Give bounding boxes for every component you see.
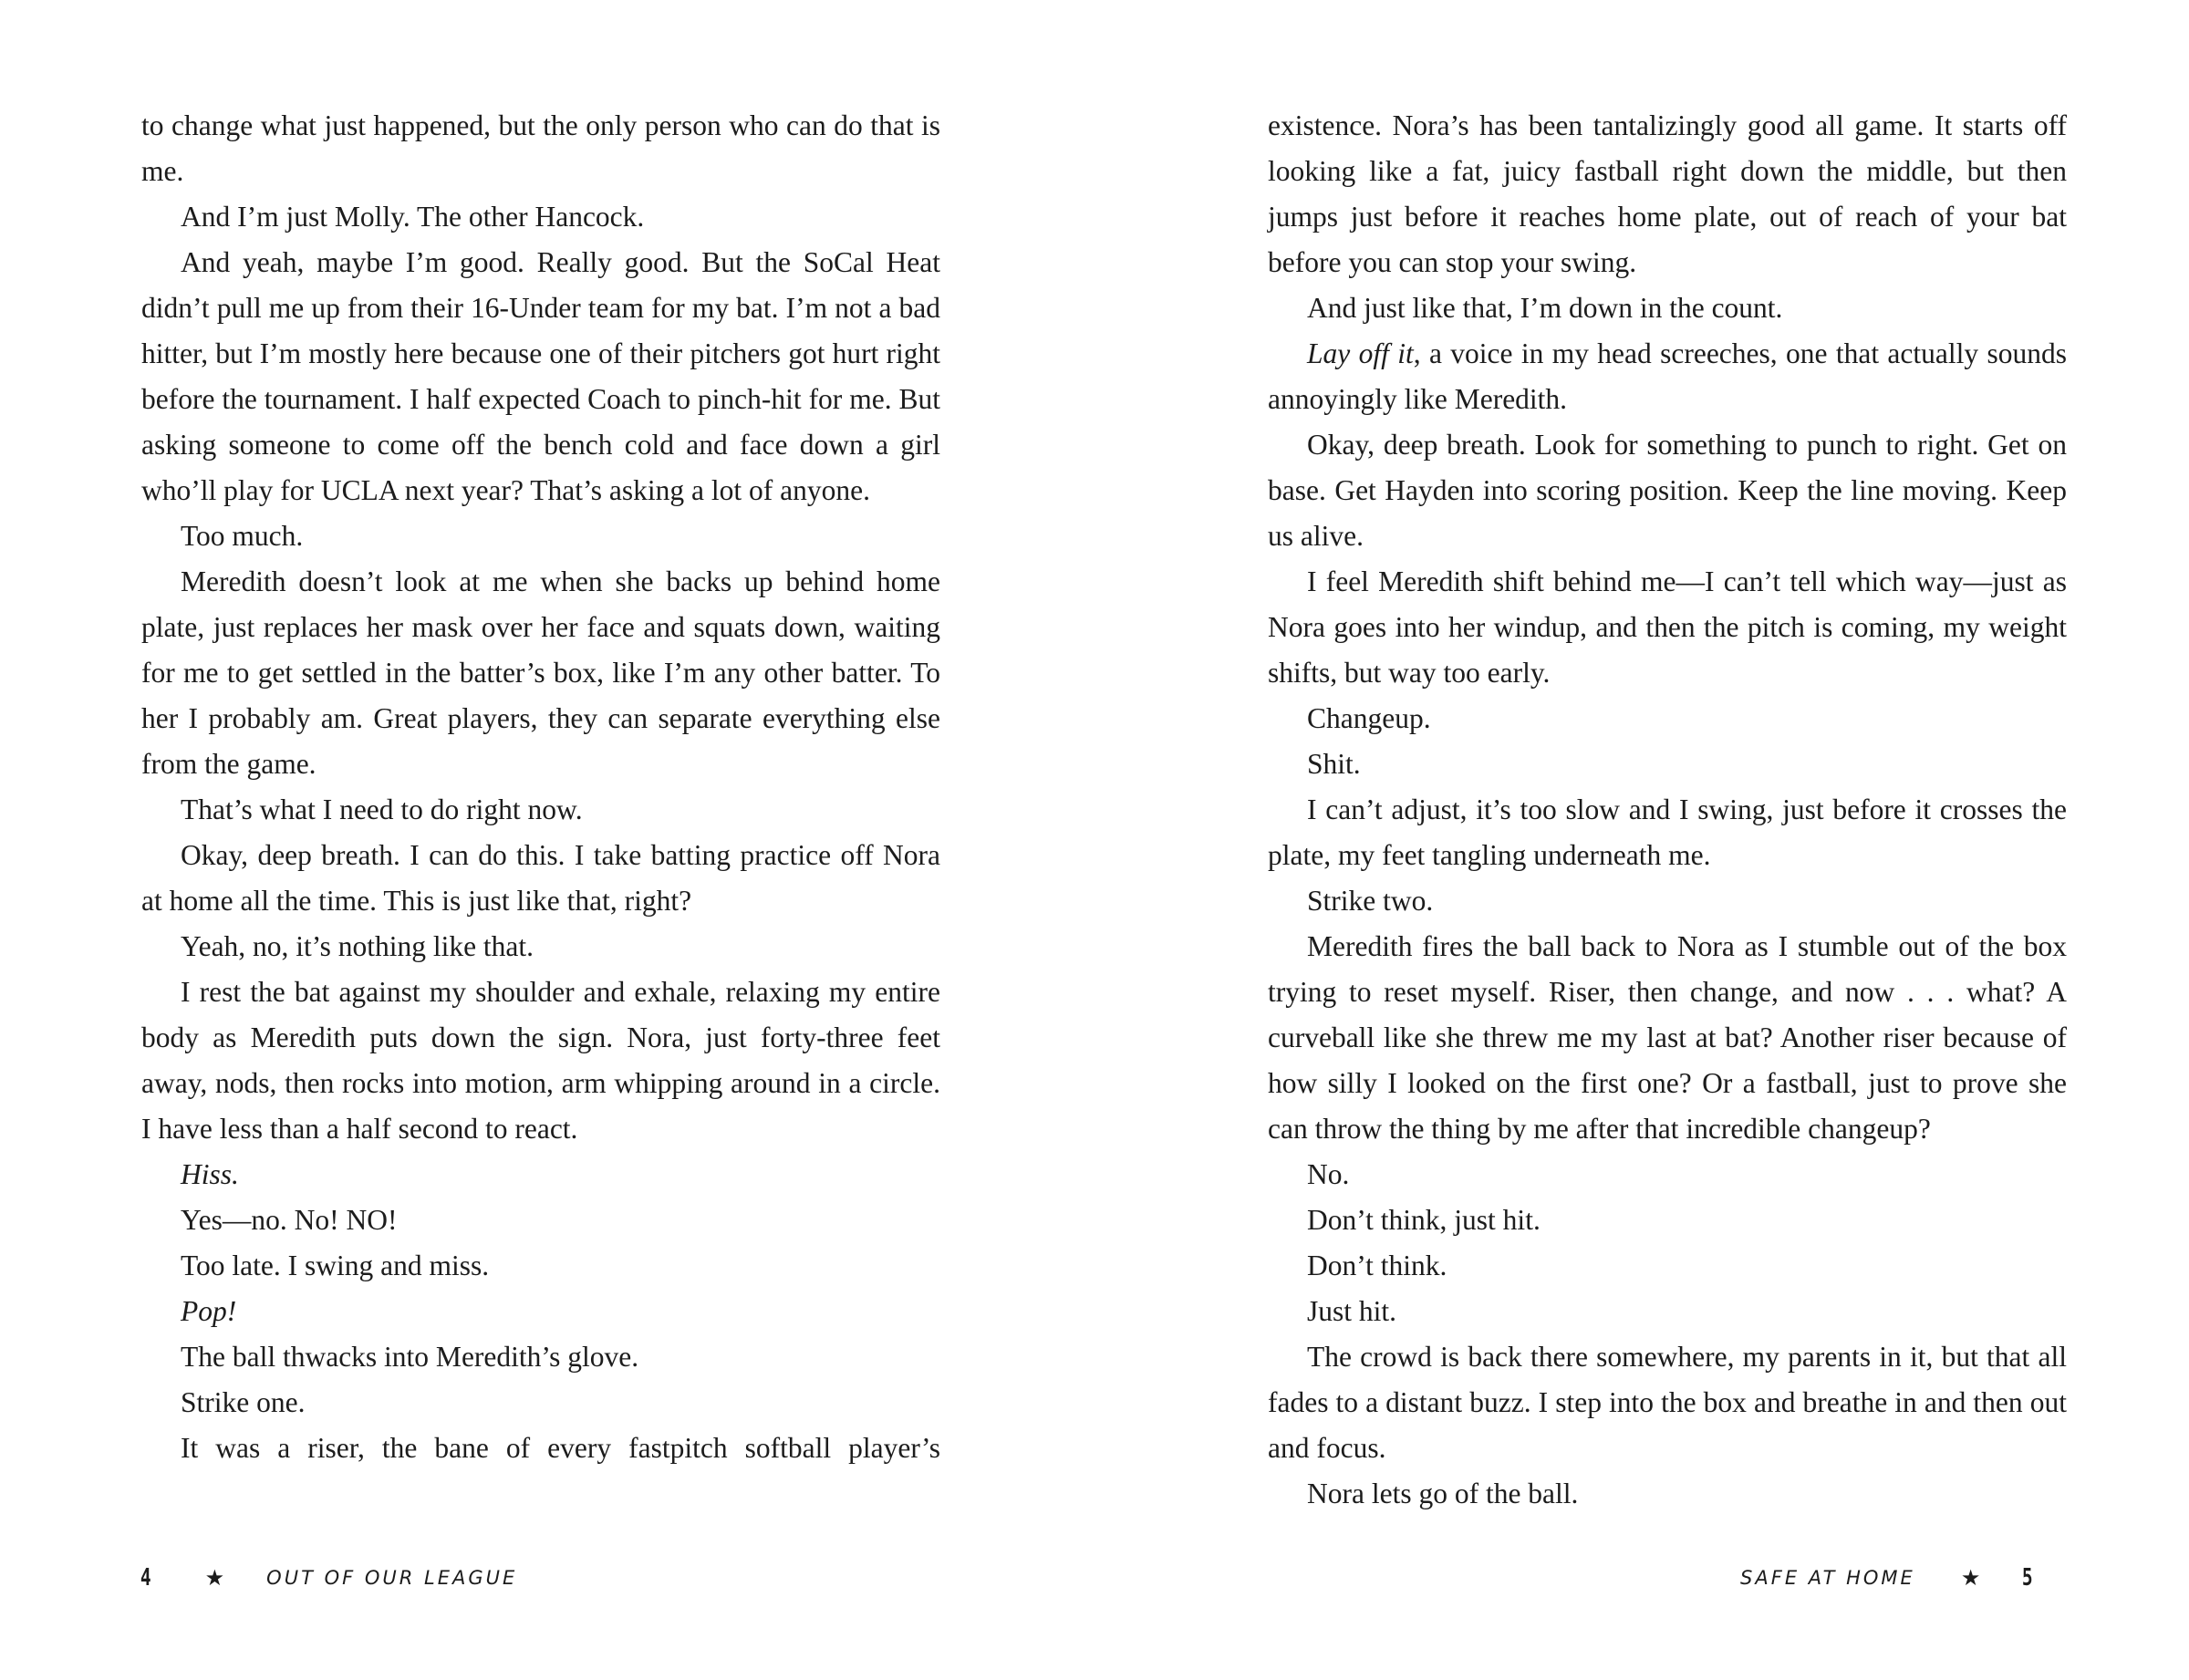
- paragraph: That’s what I need to do right now.: [181, 793, 583, 825]
- right-page: [1094, 0, 2189, 1680]
- paragraph: And yeah, maybe I’m good. Really good. But the SoCal Heat didn’t pull me up from their 16-Under team for my bat. I’m not a bad hitter, but I’m mostly here because one of their pitchers got hurt right before the tournament. I half expected Coach to pinch-hit for me. But asking someone to come off the bench cold and face down a girl who’ll play for UCLA next year? That’s asking a lot of anyone.: [141, 246, 940, 506]
- paragraph: The crowd is back there somewhere, my parents in it, but that all fades to a distant buzz. I step into the box and breathe in and then out and focus.: [1268, 1341, 2067, 1464]
- paragraph: [1268, 331, 2067, 422]
- paragraph: Meredith fires the ball back to Nora as I stumble out of the box trying to reset myself. Riser, then change, and now . . . what? A curveball like she threw me my last at bat? Another riser because of how silly I looked on the first one? Or a fastball, just to prove she can throw the thing by me after that incredible changeup?: [1268, 930, 2067, 1145]
- paragraph: I feel Meredith shift behind me—I can’t tell which way—just as Nora goes into her windup, and then the pitch is coming, my weight shifts, but way too early.: [1268, 565, 2067, 689]
- paragraph: Meredith doesn’t look at me when she backs up behind home plate, just replaces her mask over her face and squats down, waiting for me to get settled in the batter’s box, like I’m any other batter. To her I probably am. Great players, they can separate everything else from the game.: [141, 565, 940, 780]
- paragraph: Changeup.: [1307, 702, 1431, 734]
- page-number: 5: [2022, 1564, 2033, 1592]
- paragraph: I rest the bat against my shoulder and exhale, relaxing my entire body as Meredith puts down the sign. Nora, just forty-three feet away, nods, then rocks into motion, arm whipping around in a circle. I have less than a half second to react.: [141, 976, 940, 1145]
- left-page: [0, 0, 1094, 1680]
- right-page-text: [1268, 103, 2067, 1517]
- paragraph-continuation: , a voice in my head screeches, one that actually sounds annoyingly like Meredith.: [1268, 337, 2067, 415]
- paragraph: No.: [1307, 1158, 1350, 1190]
- paragraph: existence. Nora’s has been tantalizingly good all game. It starts off looking like a fat, juicy fastball right down the middle, but then jumps just before it reaches home plate, out of reach of your bat before you can stop your swing.: [1268, 109, 2067, 278]
- paragraph: Shit.: [1307, 748, 1361, 780]
- italic-sound-pop: Pop!: [181, 1295, 237, 1327]
- paragraph: Don’t think, just hit.: [1307, 1204, 1541, 1236]
- italic-thought: Lay off it: [1307, 337, 1414, 369]
- paragraph: Yeah, no, it’s nothing like that.: [181, 930, 534, 962]
- left-page-footer: [139, 1560, 517, 1596]
- paragraph: I can’t adjust, it’s too slow and I swing, just before it crosses the plate, my feet tangling underneath me.: [1268, 793, 2067, 871]
- paragraph: It was a riser, the bane of every fastpitch softball player’s: [181, 1432, 940, 1464]
- paragraph: Nora lets go of the ball.: [1307, 1478, 1579, 1509]
- paragraph: Don’t think.: [1307, 1250, 1447, 1281]
- paragraph: The ball thwacks into Meredith’s glove.: [181, 1341, 639, 1373]
- paragraph: [141, 1289, 940, 1334]
- paragraph: And just like that, I’m down in the count.: [1307, 292, 1783, 324]
- paragraph: Strike one.: [181, 1386, 306, 1418]
- paragraph: Yes—no. No! NO!: [181, 1204, 398, 1236]
- star-icon: ★: [1960, 1565, 1981, 1591]
- paragraph: And I’m just Molly. The other Hancock.: [181, 201, 645, 233]
- right-page-footer: [1740, 1560, 2034, 1596]
- paragraph: Okay, deep breath. Look for something to punch to right. Get on base. Get Hayden into scoring position. Keep the line moving. Keep us alive.: [1268, 429, 2067, 552]
- paragraph: Okay, deep breath. I can do this. I take batting practice off Nora at home all the time. This is just like that, right?: [141, 839, 940, 917]
- paragraph: [141, 1152, 940, 1198]
- paragraph: to change what just happened, but the only person who can do that is me.: [141, 109, 940, 187]
- running-head-chapter-title: SAFE AT HOME: [1740, 1567, 1915, 1589]
- paragraph: Just hit.: [1307, 1295, 1397, 1327]
- left-page-text: [141, 103, 940, 1471]
- paragraph: Strike two.: [1307, 885, 1434, 917]
- page-number: 4: [140, 1564, 150, 1592]
- paragraph: Too much.: [181, 520, 304, 552]
- paragraph: Too late. I swing and miss.: [181, 1250, 490, 1281]
- star-icon: ★: [204, 1565, 225, 1591]
- italic-sound-hiss: Hiss.: [181, 1158, 239, 1190]
- running-head-book-title: OUT OF OUR LEAGUE: [266, 1567, 518, 1589]
